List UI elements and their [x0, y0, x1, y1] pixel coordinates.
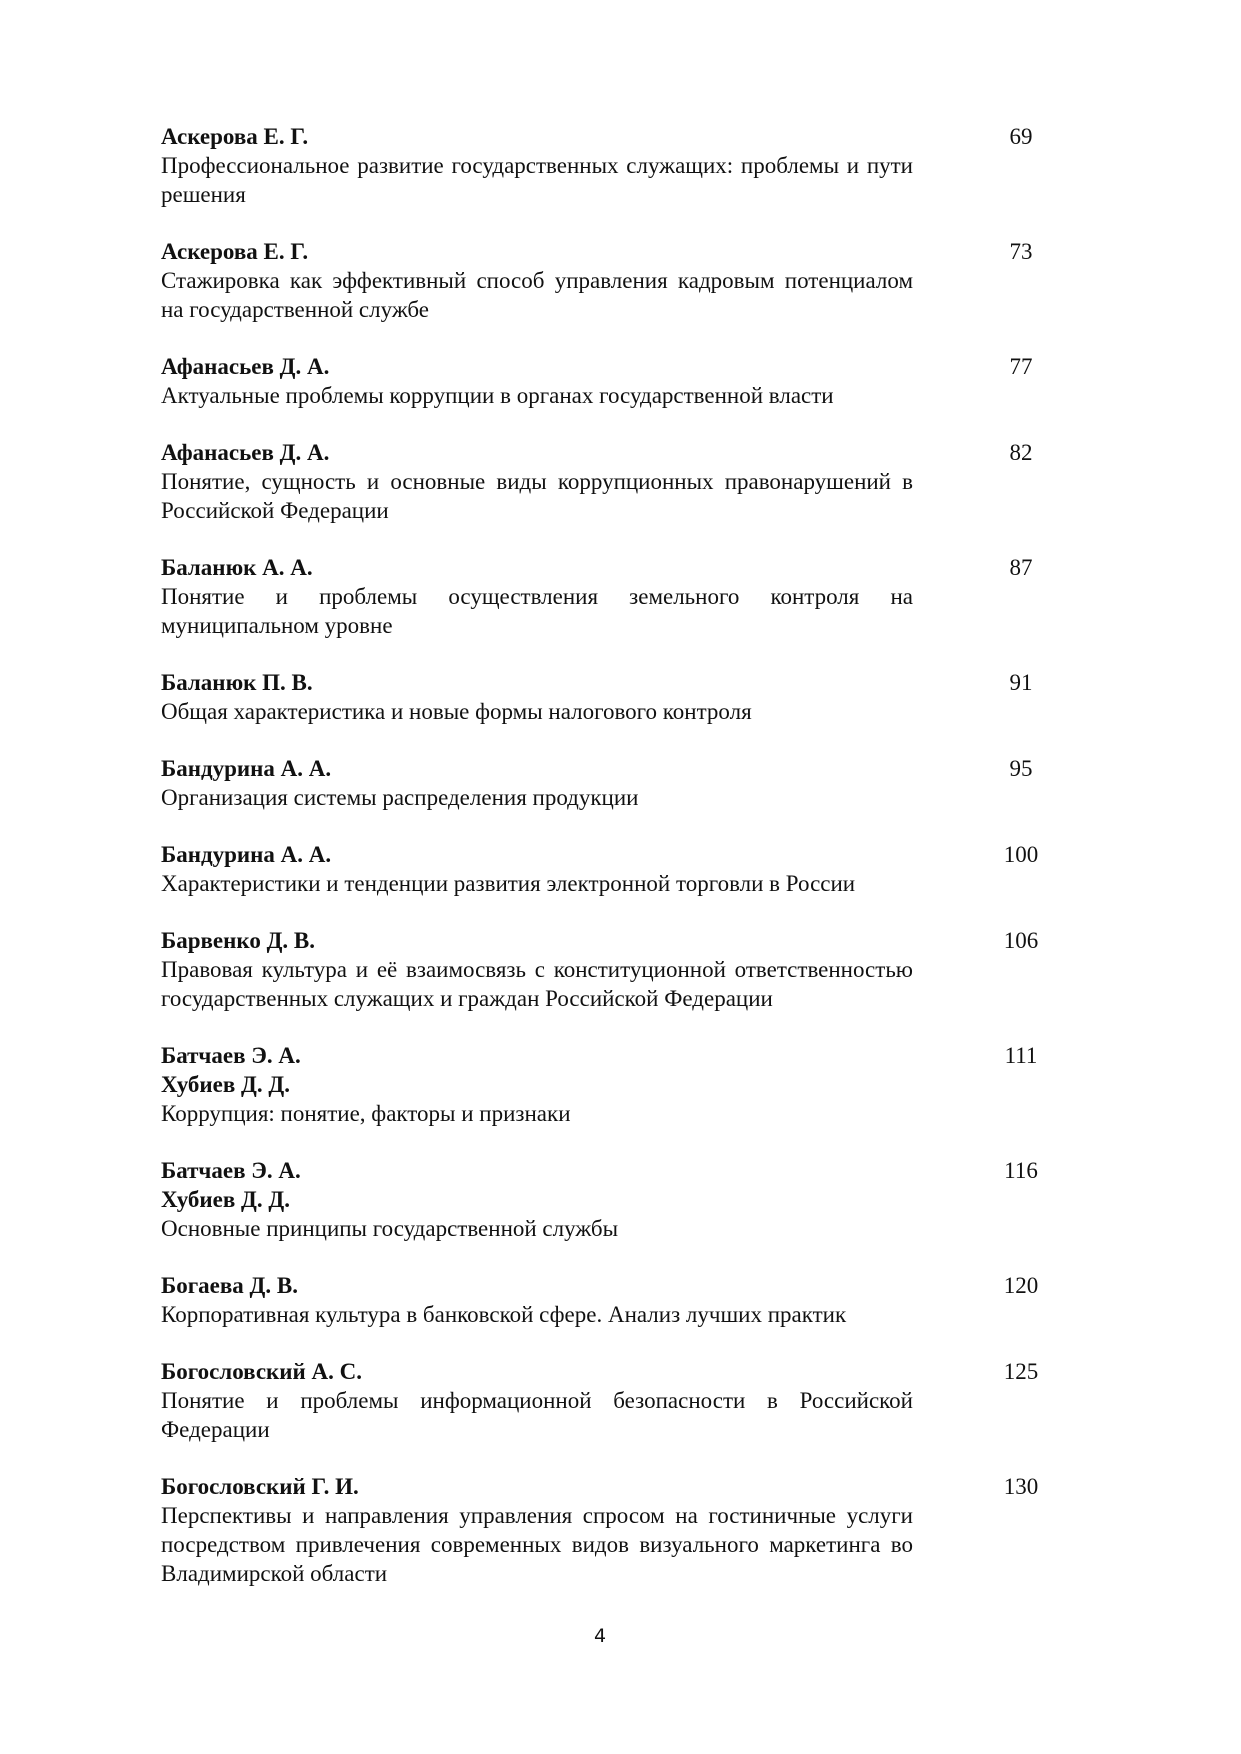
- toc-entry-title: Организация системы распределения продукции: [161, 785, 639, 810]
- toc-entry-title: Перспективы и направления управления спросом на гостиничные услуги посредством привлечения современных видов визуального маркетинга во Владимирской области: [161, 1503, 913, 1586]
- toc-entry-author: Баланюк П. В.: [161, 670, 313, 695]
- toc-entry-page: 111: [1004, 1043, 1038, 1068]
- toc-entry: [161, 553, 1033, 640]
- toc-entry: [161, 840, 1039, 898]
- toc-entry-author: Аскерова Е. Г.: [161, 124, 309, 149]
- toc-entry: [161, 1156, 1038, 1243]
- toc-entry: [161, 352, 1033, 410]
- page-number: 4: [593, 1625, 607, 1647]
- toc-entry-author: Хубиев Д. Д.: [161, 1187, 290, 1212]
- toc-entry-authors: [161, 926, 1021, 955]
- toc-entry-title: Характеристики и тенденции развития электронной торговли в России: [161, 871, 856, 896]
- toc-entry: [161, 1357, 1039, 1444]
- toc-entry-author: Бандурина А. А.: [161, 842, 332, 867]
- toc-entry-title: Правовая культура и её взаимосвязь с конституционной ответственностью государственных служащих и граждан Российской Федерации: [161, 957, 913, 1011]
- toc-entry-page: 130: [1003, 1474, 1039, 1499]
- toc-entry-page: 116: [1004, 1158, 1038, 1183]
- toc-entry-authors: [161, 1271, 1021, 1300]
- toc-entry-author: Батчаев Э. А.: [161, 1158, 301, 1183]
- toc-entry-authors: [161, 553, 1021, 582]
- toc-entry-title: Понятие и проблемы информационной безопасности в Российской Федерации: [161, 1388, 913, 1442]
- toc-entry-title: Понятие, сущность и основные виды коррупционных правонарушений в Российской Федерации: [161, 469, 913, 523]
- toc-entry: [161, 122, 1033, 209]
- toc-entry: [161, 754, 1033, 812]
- toc-entry-authors: [161, 237, 1021, 266]
- toc-entry-page: 100: [1003, 842, 1039, 867]
- toc-entry-title: Коррупция: понятие, факторы и признаки: [161, 1101, 571, 1126]
- toc-entry-author: Богословский А. С.: [161, 1359, 363, 1384]
- toc-entry-page: 77: [1009, 354, 1033, 379]
- toc-entry-author: Богаева Д. В.: [161, 1273, 298, 1298]
- toc-entry-title: Основные принципы государственной службы: [161, 1216, 619, 1241]
- toc-entry: [161, 1041, 1038, 1128]
- toc-entry-page: 106: [1003, 928, 1039, 953]
- toc-entry-author: Баланюк А. А.: [161, 555, 313, 580]
- toc-entry-authors: [161, 438, 1021, 467]
- toc-entry-title: Понятие и проблемы осуществления земельного контроля на муниципальном уровне: [161, 584, 913, 638]
- toc-entry-author: Хубиев Д. Д.: [161, 1072, 290, 1097]
- toc-entry-page: 95: [1009, 756, 1033, 781]
- toc-entry-page: 69: [1009, 124, 1033, 149]
- toc-entry: [161, 926, 1039, 1013]
- toc-entry-title: Общая характеристика и новые формы налогового контроля: [161, 699, 752, 724]
- toc-entry-author: Богословский Г. И.: [161, 1474, 359, 1499]
- toc-entry: [161, 668, 1033, 726]
- toc-entry: [161, 237, 1033, 324]
- toc-entry-title: Профессиональное развитие государственных служащих: проблемы и пути решения: [161, 153, 913, 207]
- toc-entry-title: Стажировка как эффективный способ управления кадровым потенциалом на государственной службе: [161, 268, 913, 322]
- toc-entry-authors: [161, 1472, 1021, 1501]
- toc-entry-author: Афанасьев Д. А.: [161, 440, 330, 465]
- toc-entry-page: 125: [1003, 1359, 1039, 1384]
- toc-entry-authors: [161, 1156, 1021, 1214]
- toc-entry-author: Бандурина А. А.: [161, 756, 332, 781]
- toc-entry-author: Барвенко Д. В.: [161, 928, 315, 953]
- toc-entry-page: 91: [1009, 670, 1033, 695]
- toc-entry-authors: [161, 1041, 1021, 1099]
- toc-entry-page: 73: [1009, 239, 1033, 264]
- toc-entry: [161, 438, 1033, 525]
- toc-entry-authors: [161, 1357, 1021, 1386]
- toc-entry-authors: [161, 122, 1021, 151]
- toc-entry-authors: [161, 840, 1021, 869]
- toc-entry-authors: [161, 668, 1021, 697]
- toc-entry-authors: [161, 352, 1021, 381]
- toc-entry: [161, 1271, 1039, 1329]
- toc-entry-author: Батчаев Э. А.: [161, 1043, 301, 1068]
- toc-entry-title: Актуальные проблемы коррупции в органах государственной власти: [161, 383, 834, 408]
- toc-entry-authors: [161, 754, 1021, 783]
- toc-entry-author: Аскерова Е. Г.: [161, 239, 309, 264]
- toc-entry-page: 82: [1009, 440, 1033, 465]
- toc-entry-title: Корпоративная культура в банковской сфере. Анализ лучших практик: [161, 1302, 847, 1327]
- toc-entry-page: 87: [1009, 555, 1033, 580]
- toc-entry: [161, 1472, 1039, 1588]
- toc-entry-page: 120: [1003, 1273, 1039, 1298]
- toc-entry-author: Афанасьев Д. А.: [161, 354, 330, 379]
- table-of-contents: [161, 122, 1039, 1616]
